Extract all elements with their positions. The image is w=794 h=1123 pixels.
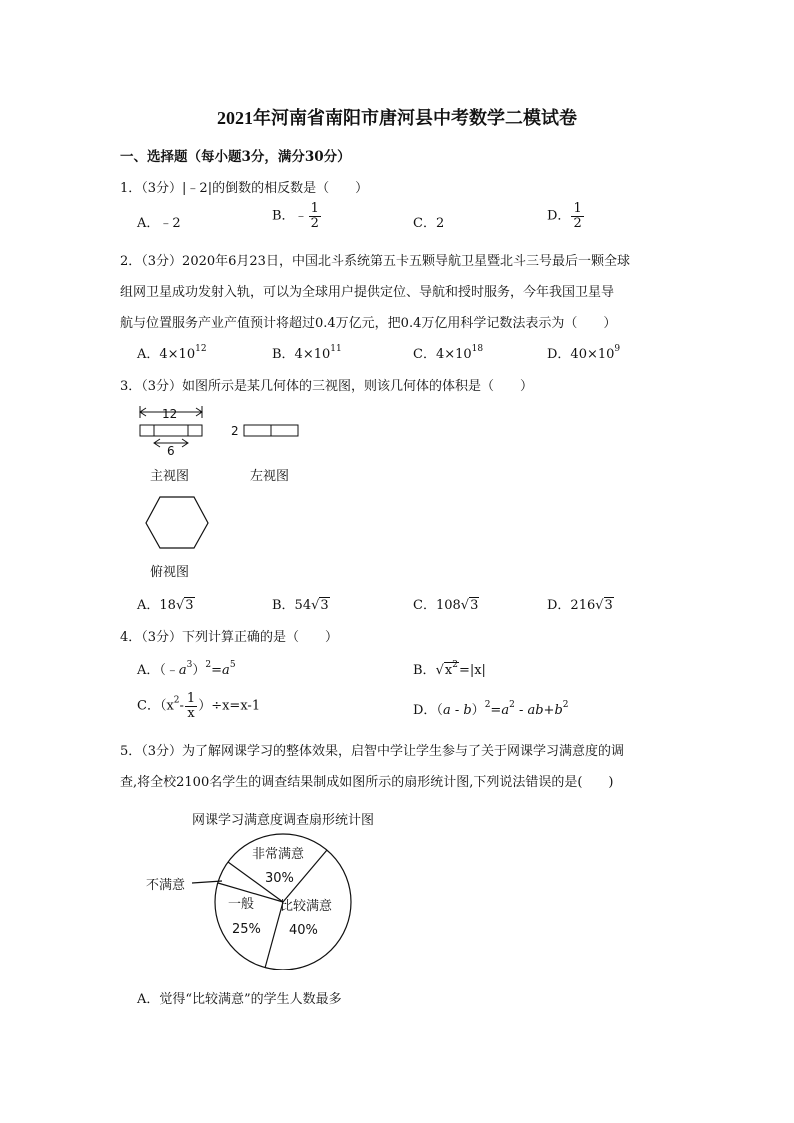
pie-label-not-satisfied: 不满意 — [146, 878, 186, 893]
q3-option-c: C．108√3 — [413, 598, 479, 613]
q3-option-d: D．216√3 — [547, 598, 613, 613]
pie-pct-general: 25% — [232, 922, 261, 937]
q1-option-d: D． $\frac{1}{2}$ — [547, 201, 582, 231]
q2-option-a: A．$4\times 10^{12}$ — [137, 344, 207, 362]
q1-stem: 1．（3分）|﹣2|的倒数的相反数是（ ） — [120, 181, 369, 196]
pie-chart-title: 网课学习满意度调查扇形统计图 — [192, 813, 375, 828]
q2-line-3: 航与位置服务产业产值预计将超过0.4万亿元，把0.4万亿用科学记数法表示为（ ） — [120, 316, 617, 331]
q5-line-1: 5．（3分）为了解网课学习的整体效果，启智中学让学生参与了关于网课学习满意度的调 — [120, 744, 625, 759]
q3-option-b: B．54√3 — [272, 598, 329, 613]
left-view — [244, 425, 298, 436]
page-title: 2021年河南省南阳市唐河县中考数学二模试卷 — [217, 108, 577, 128]
pie-label-general: 一般 — [228, 897, 255, 912]
dim-2-label: 2 — [231, 424, 239, 438]
q3-stem: 3．（3分）如图所示是某几何体的三视图，则该几何体的体积是（ ） — [120, 379, 534, 394]
q5-option-a: A．觉得“比较满意”的学生人数最多 — [137, 992, 342, 1007]
top-view-label: 俯视图 — [150, 565, 190, 580]
q2-option-b: B．$4\times 10^{11}$ — [272, 344, 342, 362]
pie-chart — [140, 830, 370, 970]
three-views-figure — [130, 400, 330, 460]
pie-pct-very-satisfied: 30% — [265, 871, 294, 886]
q2-line-2: 组网卫星成功发射入轨，可以为全球用户提供定位、导航和授时服务，今年我国卫星导 — [120, 285, 615, 300]
front-view-label: 主视图 — [150, 469, 190, 484]
q4-option-a: A．$(﹣a^3)^2=a^5$ — [137, 660, 236, 678]
q4-stem: 4．（3分）下列计算正确的是（ ） — [120, 630, 339, 645]
q4-option-c: C．（$x^2-$ $\frac{1}{x}$ ）÷x=x-1 — [137, 691, 261, 721]
section-heading: 一、选择题（每小题3分，满分30分） — [120, 149, 351, 165]
pie-pct-fairly-satisfied: 40% — [289, 923, 318, 938]
q1-option-a: A．﹣2 — [137, 216, 181, 231]
q5-line-2: 查,将全校2100名学生的调查结果制成如图所示的扇形统计图,下列说法错误的是( ) — [120, 775, 614, 790]
q2-option-c: C．$4\times 10^{18}$ — [413, 344, 484, 362]
q2-line-1: 2．（3分）2020年6月23日，中国北斗系统第五卡五颗导航卫星暨北斗三号最后一颗全球 — [120, 254, 630, 269]
left-view-label: 左视图 — [250, 469, 290, 484]
pie-label-fairly-satisfied: 比较满意 — [280, 899, 333, 914]
q3-option-a: A．18√3 — [137, 598, 194, 613]
dim-12-label: 12 — [162, 407, 178, 421]
pie-label-very-satisfied: 非常满意 — [252, 847, 305, 862]
q1-option-b: B．﹣ $\frac{1}{2}$ — [272, 201, 319, 231]
q2-option-d: D．$40\times 10^9$ — [547, 344, 621, 362]
q1-option-c: C．2 — [413, 216, 445, 231]
q4-option-d: D．$(a - b)^2=a^2 - ab+b^2$ — [413, 700, 569, 718]
q4-option-b: B．$√x^2=|x|$ — [413, 660, 486, 678]
top-view-hexagon — [140, 493, 216, 555]
dim-6-label: 6 — [167, 444, 175, 458]
